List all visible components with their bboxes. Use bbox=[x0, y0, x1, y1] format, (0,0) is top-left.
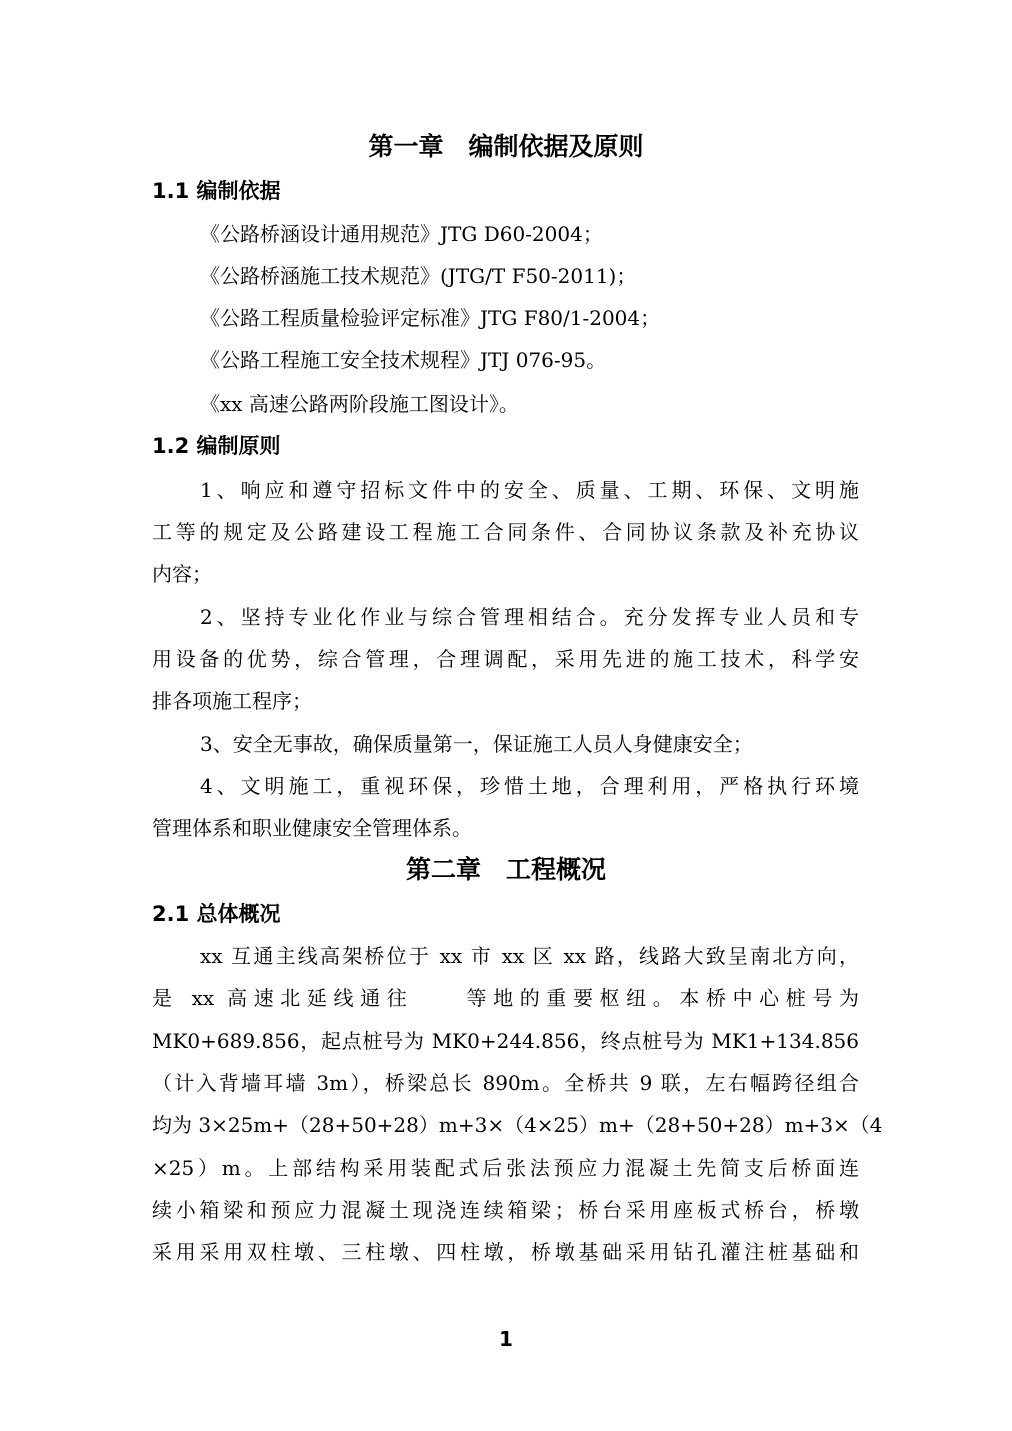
paragraph-line: ×25）m。上部结构采用装配式后张法预应力混凝土先简支后桥面连 bbox=[152, 1156, 859, 1180]
paragraph-line: 3、安全无事故，确保质量第一，保证施工人员人身健康安全； bbox=[200, 732, 753, 756]
reference-item: 《公路桥涵施工技术规范》(JTG/T F50-2011)； bbox=[200, 264, 637, 288]
paragraph-line: 管理体系和职业健康安全管理体系。 bbox=[152, 816, 472, 840]
chapter-title: 第一章 编制依据及原则 bbox=[368, 132, 644, 161]
reference-item: 《公路工程质量检验评定标准》JTG F80/1-2004； bbox=[200, 306, 661, 330]
paragraph-line: 续小箱梁和预应力混凝土现浇连续箱梁；桥台采用座板式桥台，桥墩 bbox=[152, 1198, 859, 1222]
paragraph-line: 是 xx 高速北延线通往 等地的重要枢纽。本桥中心桩号为 bbox=[152, 986, 859, 1010]
paragraph-line: 用设备的优势，综合管理，合理调配，采用先进的施工技术，科学安 bbox=[152, 647, 859, 671]
section-heading: 1.2 编制原则 bbox=[152, 434, 281, 458]
paragraph-line: 采用采用双柱墩、三柱墩、四柱墩，桥墩基础采用钻孔灌注桩基础和 bbox=[152, 1240, 859, 1264]
paragraph-line: （计入背墙耳墙 3m），桥梁总长 890m。全桥共 9 联，左右幅跨径组合 bbox=[152, 1071, 859, 1095]
paragraph-line: 4、文明施工，重视环保，珍惜土地，合理利用，严格执行环境 bbox=[200, 774, 859, 798]
paragraph-line: 排各项施工程序； bbox=[152, 689, 312, 713]
reference-item: 《公路桥涵设计通用规范》JTG D60-2004； bbox=[200, 222, 603, 246]
section-heading: 1.1 编制依据 bbox=[152, 179, 281, 203]
paragraph-line: 1、响应和遵守招标文件中的安全、质量、工期、环保、文明施 bbox=[200, 478, 859, 502]
paragraph-line: xx 互通主线高架桥位于 xx 市 xx 区 xx 路，线路大致呈南北方向， bbox=[200, 944, 859, 968]
section-heading: 2.1 总体概况 bbox=[152, 902, 281, 926]
paragraph-line: MK0+689.856，起点桩号为 MK0+244.856，终点桩号为 MK1+134.856 bbox=[152, 1029, 859, 1053]
paragraph-line: 2、坚持专业化作业与综合管理相结合。充分发挥专业人员和专 bbox=[200, 605, 859, 629]
reference-item: 《公路工程施工安全技术规程》JTJ 076-95。 bbox=[200, 348, 607, 372]
chapter-title: 第二章 工程概况 bbox=[405, 855, 606, 884]
reference-item: 《xx 高速公路两阶段施工图设计》。 bbox=[200, 392, 519, 416]
paragraph-line: 内容； bbox=[152, 562, 212, 586]
page-number: 1 bbox=[499, 1327, 513, 1351]
paragraph-line: 均为 3×25m+（28+50+28）m+3×（4×25）m+（28+50+28）m+3×（4 bbox=[152, 1113, 883, 1137]
paragraph-line: 工等的规定及公路建设工程施工合同条件、合同协议条款及补充协议 bbox=[152, 520, 859, 544]
